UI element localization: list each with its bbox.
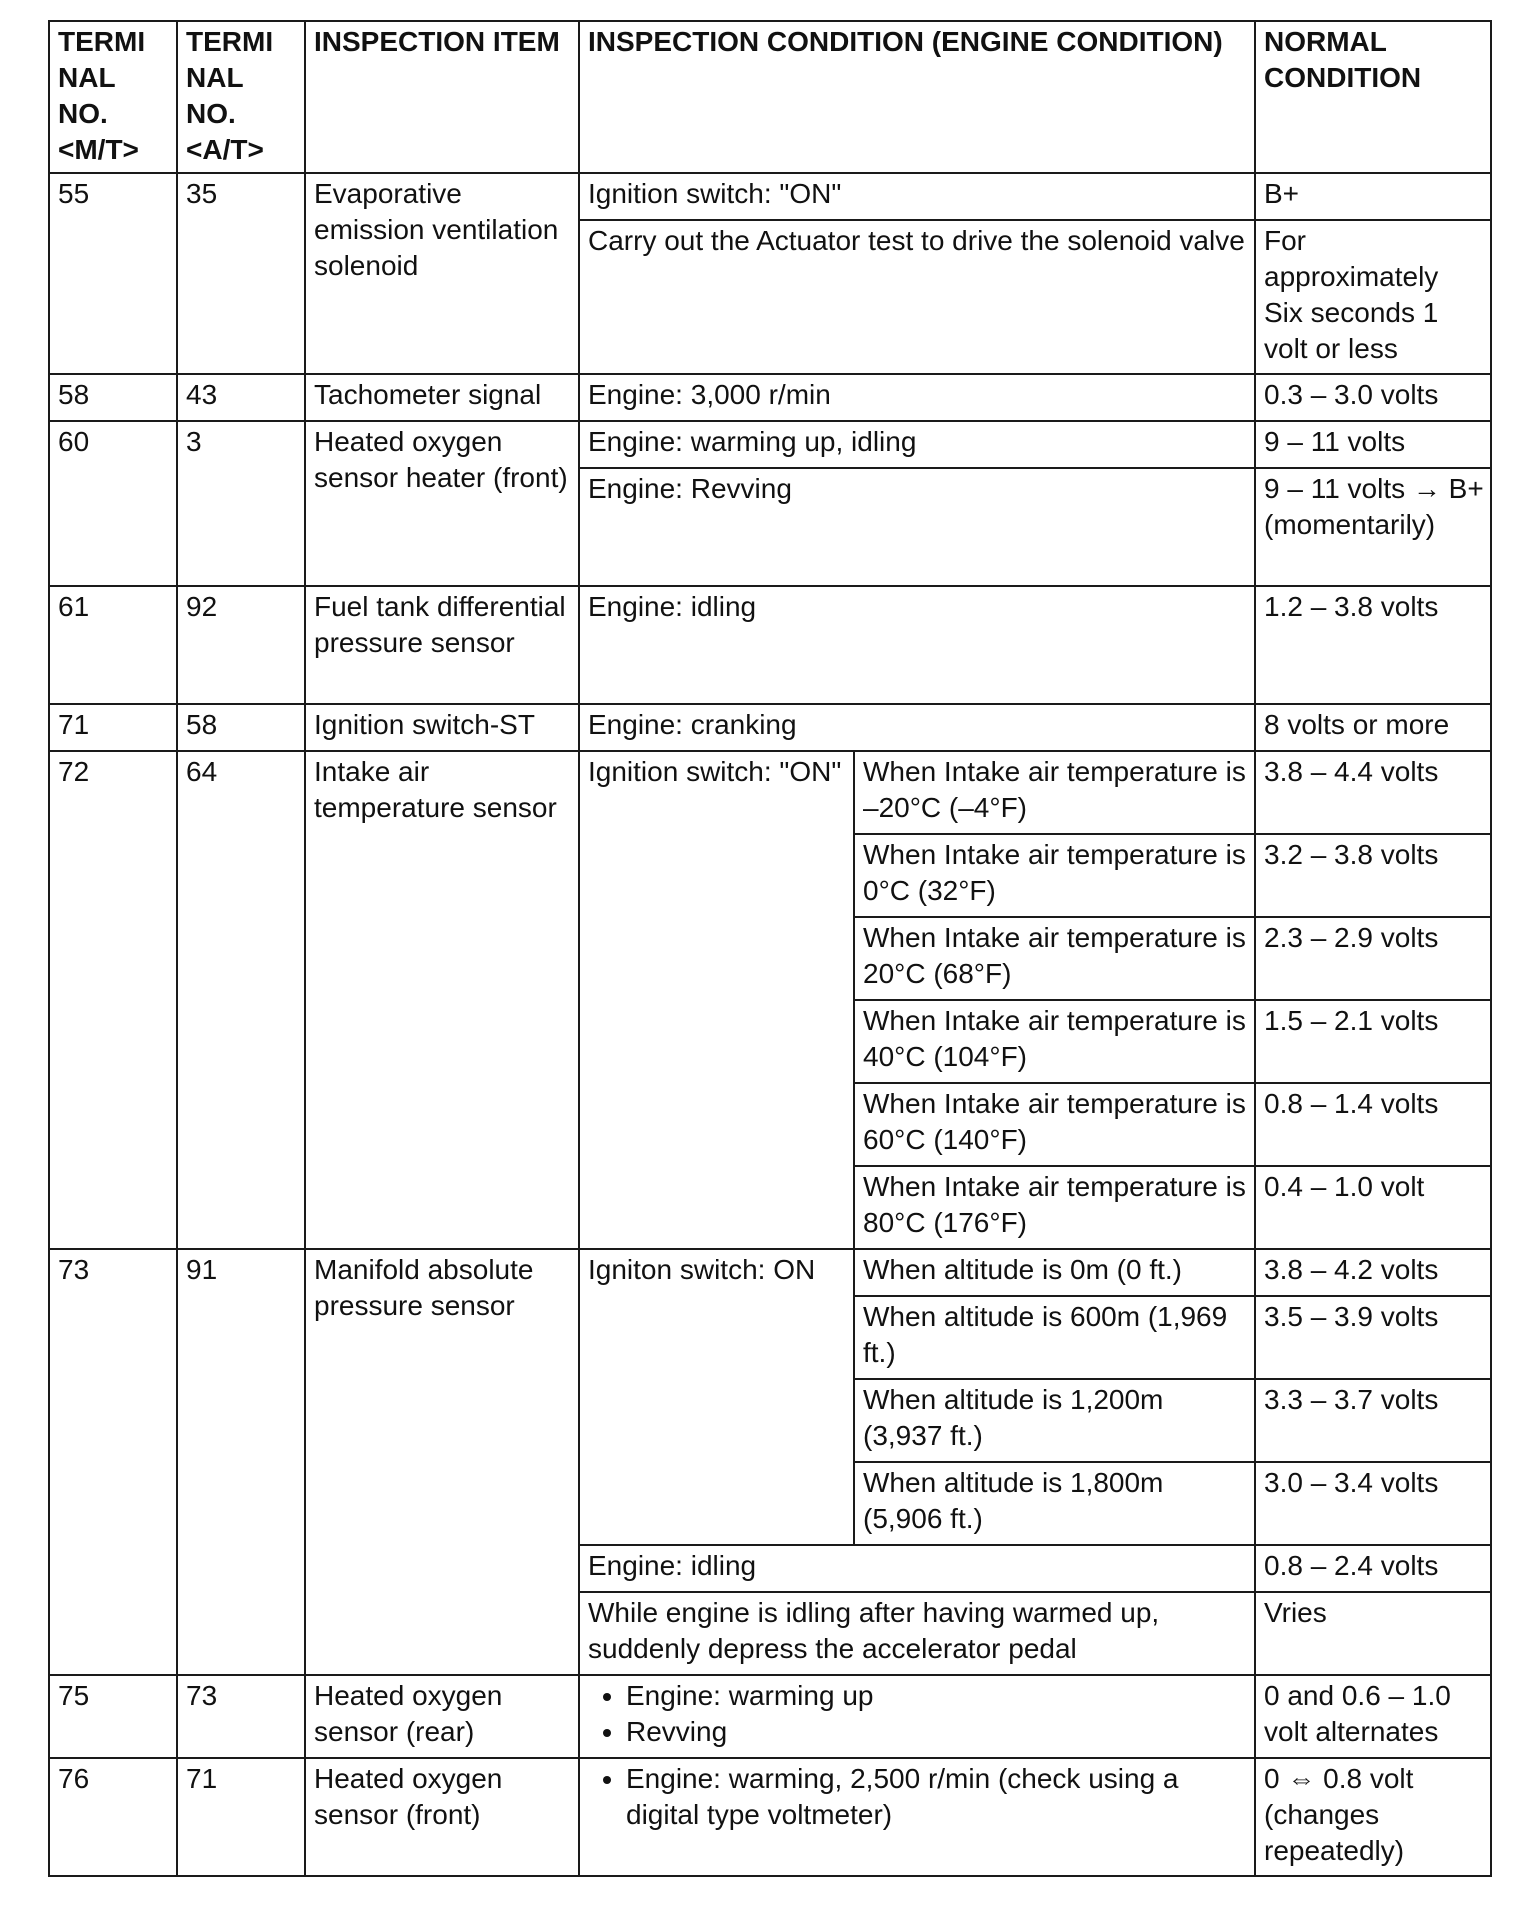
normal-cell: 3.8 – 4.2 volts <box>1255 1249 1491 1296</box>
terminal-at-cell: 35 <box>177 173 305 374</box>
condition-cell: Engine: 3,000 r/min <box>579 374 1255 421</box>
condition-cell: Carry out the Actuator test to drive the solenoid valve <box>579 220 1255 374</box>
normal-cell: 0.8 – 1.4 volts <box>1255 1083 1491 1166</box>
terminal-mt-cell: 60 <box>49 421 177 586</box>
normal-cell: 3.2 – 3.8 volts <box>1255 834 1491 917</box>
inspection-item-cell: Tachometer signal <box>305 374 579 421</box>
sub-condition-cell: When Intake air temperature is 60°C (140°F) <box>854 1083 1255 1166</box>
condition-cell: Engine: idling <box>579 586 1255 704</box>
condition-bullet: • Revving <box>626 1714 1248 1750</box>
inspection-item-cell: Fuel tank differential pressure sensor <box>305 586 579 704</box>
header-row <box>49 21 1491 173</box>
terminal-mt-cell: 58 <box>49 374 177 421</box>
terminal-at-cell: 58 <box>177 704 305 751</box>
condition-cell: Engine: idling <box>579 1545 1255 1592</box>
table-row <box>49 1675 1491 1758</box>
inspection-item-cell: Heated oxygen sensor (front) <box>305 1758 579 1876</box>
condition-cell: While engine is idling after having warmed up, suddenly depress the accelerator pedal <box>579 1592 1255 1675</box>
sub-condition-cell: When Intake air temperature is 40°C (104°F) <box>854 1000 1255 1083</box>
normal-cell: 9 – 11 volts → B+ (momentarily) <box>1255 468 1491 586</box>
table-row <box>49 374 1491 421</box>
normal-cell: 1.5 – 2.1 volts <box>1255 1000 1491 1083</box>
condition-bullet: • Engine: warming, 2,500 r/min (check using a digital type voltmeter) <box>626 1761 1248 1833</box>
terminal-mt-cell: 71 <box>49 704 177 751</box>
header-normal-condition: NORMAL CONDITION <box>1255 21 1491 173</box>
terminal-at-cell: 91 <box>177 1249 305 1675</box>
normal-cell: 2.3 – 2.9 volts <box>1255 917 1491 1000</box>
sub-condition-cell: When Intake air temperature is 0°C (32°F) <box>854 834 1255 917</box>
condition-cell: Engine: cranking <box>579 704 1255 751</box>
sub-condition-cell: When altitude is 0m (0 ft.) <box>854 1249 1255 1296</box>
condition-bullet-list <box>588 1761 1248 1833</box>
table-row <box>49 704 1491 751</box>
table-row <box>49 586 1491 704</box>
normal-cell: 3.8 – 4.4 volts <box>1255 751 1491 834</box>
condition-cell: Ignition switch: "ON" <box>579 173 1255 220</box>
normal-cell: 1.2 – 3.8 volts <box>1255 586 1491 704</box>
table-row <box>49 751 1491 834</box>
terminal-at-cell: 3 <box>177 421 305 586</box>
condition-cell: Ignition switch: "ON" <box>579 751 854 1249</box>
normal-cell: 0.8 – 2.4 volts <box>1255 1545 1491 1592</box>
normal-cell: 0 ⇔ 0.8 volt (changes repeatedly) <box>1255 1758 1491 1876</box>
condition-bullet: • Engine: warming up <box>626 1678 1248 1714</box>
normal-cell: B+ <box>1255 173 1491 220</box>
table-row <box>49 173 1491 220</box>
inspection-item-cell: Ignition switch-ST <box>305 704 579 751</box>
condition-bullet-list <box>588 1678 1248 1750</box>
table-row <box>49 1758 1491 1876</box>
normal-cell: For approximately Six seconds 1 volt or less <box>1255 220 1491 374</box>
terminal-mt-cell: 61 <box>49 586 177 704</box>
terminal-at-cell: 71 <box>177 1758 305 1876</box>
sub-condition-cell: When altitude is 1,200m (3,937 ft.) <box>854 1379 1255 1462</box>
terminal-mt-cell: 72 <box>49 751 177 1249</box>
sub-condition-cell: When Intake air temperature is –20°C (–4°F) <box>854 751 1255 834</box>
sub-condition-cell: When Intake air temperature is 20°C (68°F) <box>854 917 1255 1000</box>
inspection-item-cell: Evaporative emission ventilation solenoid <box>305 173 579 374</box>
sub-condition-cell: When Intake air temperature is 80°C (176°F) <box>854 1166 1255 1249</box>
inspection-item-cell: Manifold absolute pressure sensor <box>305 1249 579 1675</box>
condition-cell: Engine: warming up, idling <box>579 421 1255 468</box>
normal-cell: 8 volts or more <box>1255 704 1491 751</box>
terminal-at-cell: 73 <box>177 1675 305 1758</box>
normal-cell: 9 – 11 volts <box>1255 421 1491 468</box>
table-row <box>49 1249 1491 1296</box>
normal-cell: 0.3 – 3.0 volts <box>1255 374 1491 421</box>
terminal-at-cell: 43 <box>177 374 305 421</box>
inspection-item-cell: Heated oxygen sensor heater (front) <box>305 421 579 586</box>
header-terminal-mt: TERMI NAL NO. <M/T> <box>49 21 177 173</box>
header-terminal-at: TERMI NAL NO. <A/T> <box>177 21 305 173</box>
terminal-mt-cell: 75 <box>49 1675 177 1758</box>
normal-cell: 3.3 – 3.7 volts <box>1255 1379 1491 1462</box>
normal-cell: 0.4 – 1.0 volt <box>1255 1166 1491 1249</box>
header-inspection-item: INSPECTION ITEM <box>305 21 579 173</box>
terminal-inspection-table <box>48 20 1492 1877</box>
table-row <box>49 421 1491 468</box>
terminal-mt-cell: 76 <box>49 1758 177 1876</box>
sub-condition-cell: When altitude is 600m (1,969 ft.) <box>854 1296 1255 1379</box>
inspection-item-cell: Heated oxygen sensor (rear) <box>305 1675 579 1758</box>
inspection-item-cell: Intake air temperature sensor <box>305 751 579 1249</box>
normal-cell: 3.5 – 3.9 volts <box>1255 1296 1491 1379</box>
header-inspection-condition: INSPECTION CONDITION (ENGINE CONDITION) <box>579 21 1255 173</box>
condition-cell: Igniton switch: ON <box>579 1249 854 1545</box>
terminal-mt-cell: 73 <box>49 1249 177 1675</box>
terminal-at-cell: 64 <box>177 751 305 1249</box>
terminal-at-cell: 92 <box>177 586 305 704</box>
normal-cell: Vries <box>1255 1592 1491 1675</box>
condition-cell: Engine: Revving <box>579 468 1255 586</box>
condition-cell <box>579 1675 1255 1758</box>
terminal-mt-cell: 55 <box>49 173 177 374</box>
sub-condition-cell: When altitude is 1,800m (5,906 ft.) <box>854 1462 1255 1545</box>
normal-cell: 3.0 – 3.4 volts <box>1255 1462 1491 1545</box>
normal-cell: 0 and 0.6 – 1.0 volt alternates <box>1255 1675 1491 1758</box>
condition-cell <box>579 1758 1255 1876</box>
